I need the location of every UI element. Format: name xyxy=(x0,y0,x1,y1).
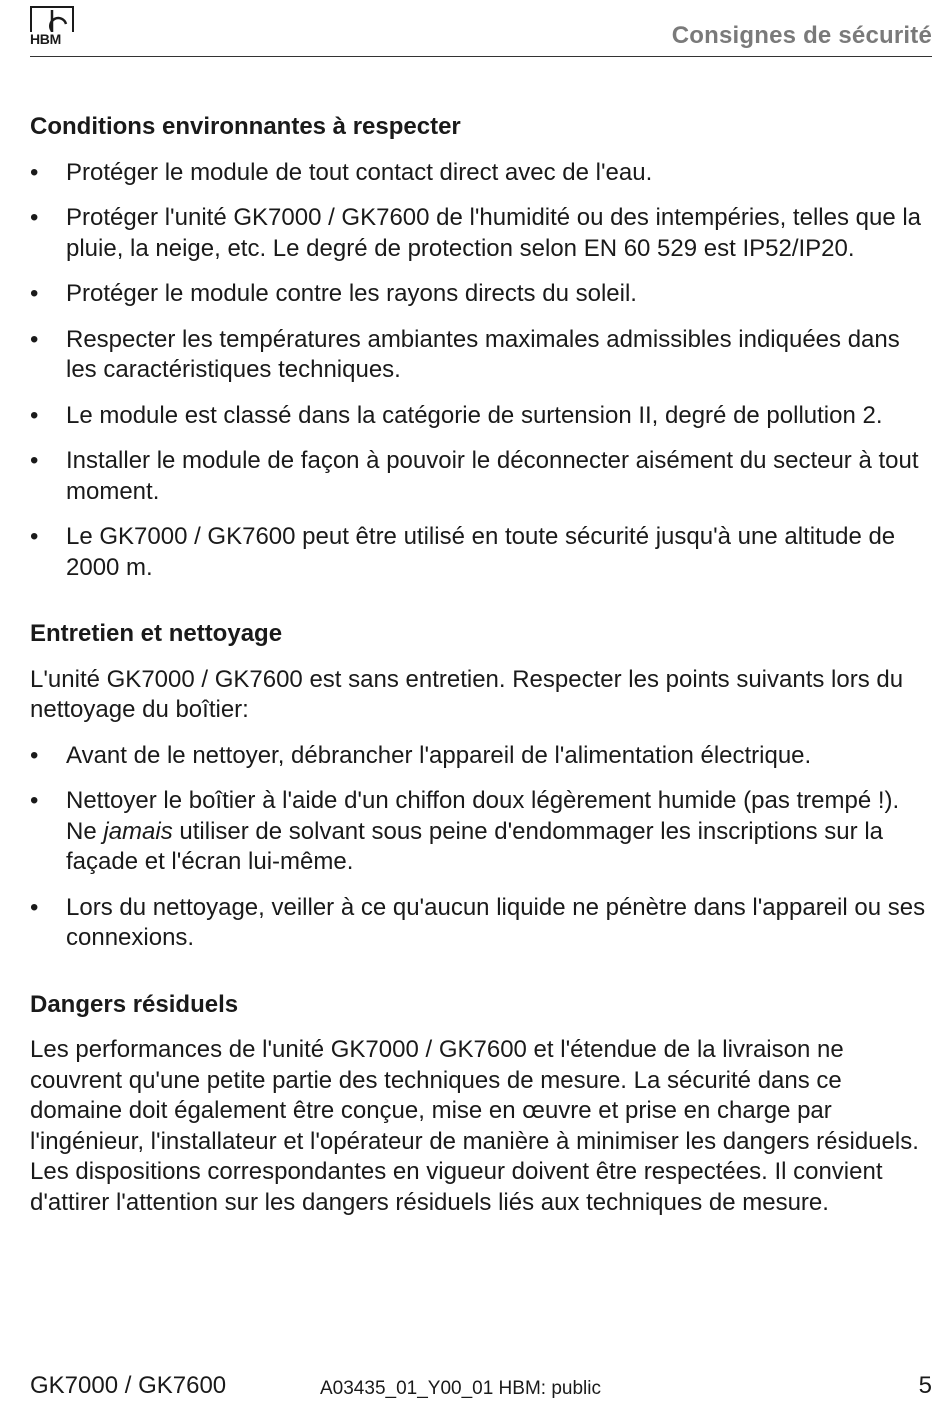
list-item xyxy=(30,786,935,878)
list-item: • Le GK7000 / GK7600 peut être utilisé en toute sécurité jusqu'à une altitude de 2000 m. xyxy=(30,522,935,583)
list-item: • Protéger le module de tout contact direct avec de l'eau. xyxy=(30,158,935,189)
page-header xyxy=(30,6,932,57)
list-item: • Respecter les températures ambiantes maximales admissibles indiquées dans les caractéristiques techniques. xyxy=(30,325,935,386)
residual-dangers-text: Les performances de l'unité GK7000 / GK7600 et l'étendue de la livraison ne couvrent qu'une petite partie des techniques de mesure. La sécurité dans ce domaine doit également être conçue, mise en œuvre et prise en charge par l'ingénieur, l'installateur et l'opérateur de manière à minimiser les dangers résiduels. Les dispositions correspondantes en vigueur doivent être respectées. Il convient d'attirer l'attention sur les dangers résiduels liés aux techniques de mesure. xyxy=(30,1036,919,1216)
list-item-text: utiliser de solvant sous peine d'endommager les inscriptions sur la façade et l'écran lui-même. xyxy=(66,817,883,875)
footer-product: GK7000 / GK7600 xyxy=(30,1372,227,1399)
hbm-logo xyxy=(30,6,76,48)
maintenance-list xyxy=(30,741,935,954)
section-heading-residual-dangers: Dangers résiduels xyxy=(30,990,239,1018)
logo-mark-icon xyxy=(36,10,70,32)
list-item: • Avant de le nettoyer, débrancher l'appareil de l'alimentation électrique. xyxy=(30,741,935,772)
list-item: • Installer le module de façon à pouvoir le déconnecter aisément du secteur à tout moment. xyxy=(30,446,935,507)
list-item: • Protéger le module contre les rayons directs du soleil. xyxy=(30,279,935,310)
list-item: • Protéger l'unité GK7000 / GK7600 de l'humidité ou des intempéries, telles que la pluie, la neige, etc. Le degré de protection selon EN 60 529 est IP52/IP20. xyxy=(30,203,935,264)
section-heading-environment: Conditions environnantes à respecter xyxy=(30,113,461,140)
page-content xyxy=(30,112,935,1218)
logo-text: HBM xyxy=(30,31,61,47)
section-heading-maintenance: Entretien et nettoyage xyxy=(30,620,283,647)
list-item-text: Nettoyer le boîtier à l'aide d'un chiffon doux légèrement humide (pas trempé !). Ne xyxy=(66,787,900,845)
emphasis-text: jamais xyxy=(103,817,173,845)
page-footer xyxy=(30,1370,932,1402)
page-title: Consignes de sécurité xyxy=(671,22,932,49)
environment-list xyxy=(30,158,935,584)
page-number: 5 xyxy=(918,1372,932,1399)
maintenance-intro: L'unité GK7000 / GK7600 est sans entretien. Respecter les points suivants lors du nettoyage du boîtier: xyxy=(30,665,904,723)
footer-doc-id: A03435_01_Y00_01 HBM: public xyxy=(320,1378,601,1399)
list-item: • Lors du nettoyage, veiller à ce qu'aucun liquide ne pénètre dans l'appareil ou ses connexions. xyxy=(30,893,935,954)
list-item: • Le module est classé dans la catégorie de surtension II, degré de pollution 2. xyxy=(30,401,935,432)
